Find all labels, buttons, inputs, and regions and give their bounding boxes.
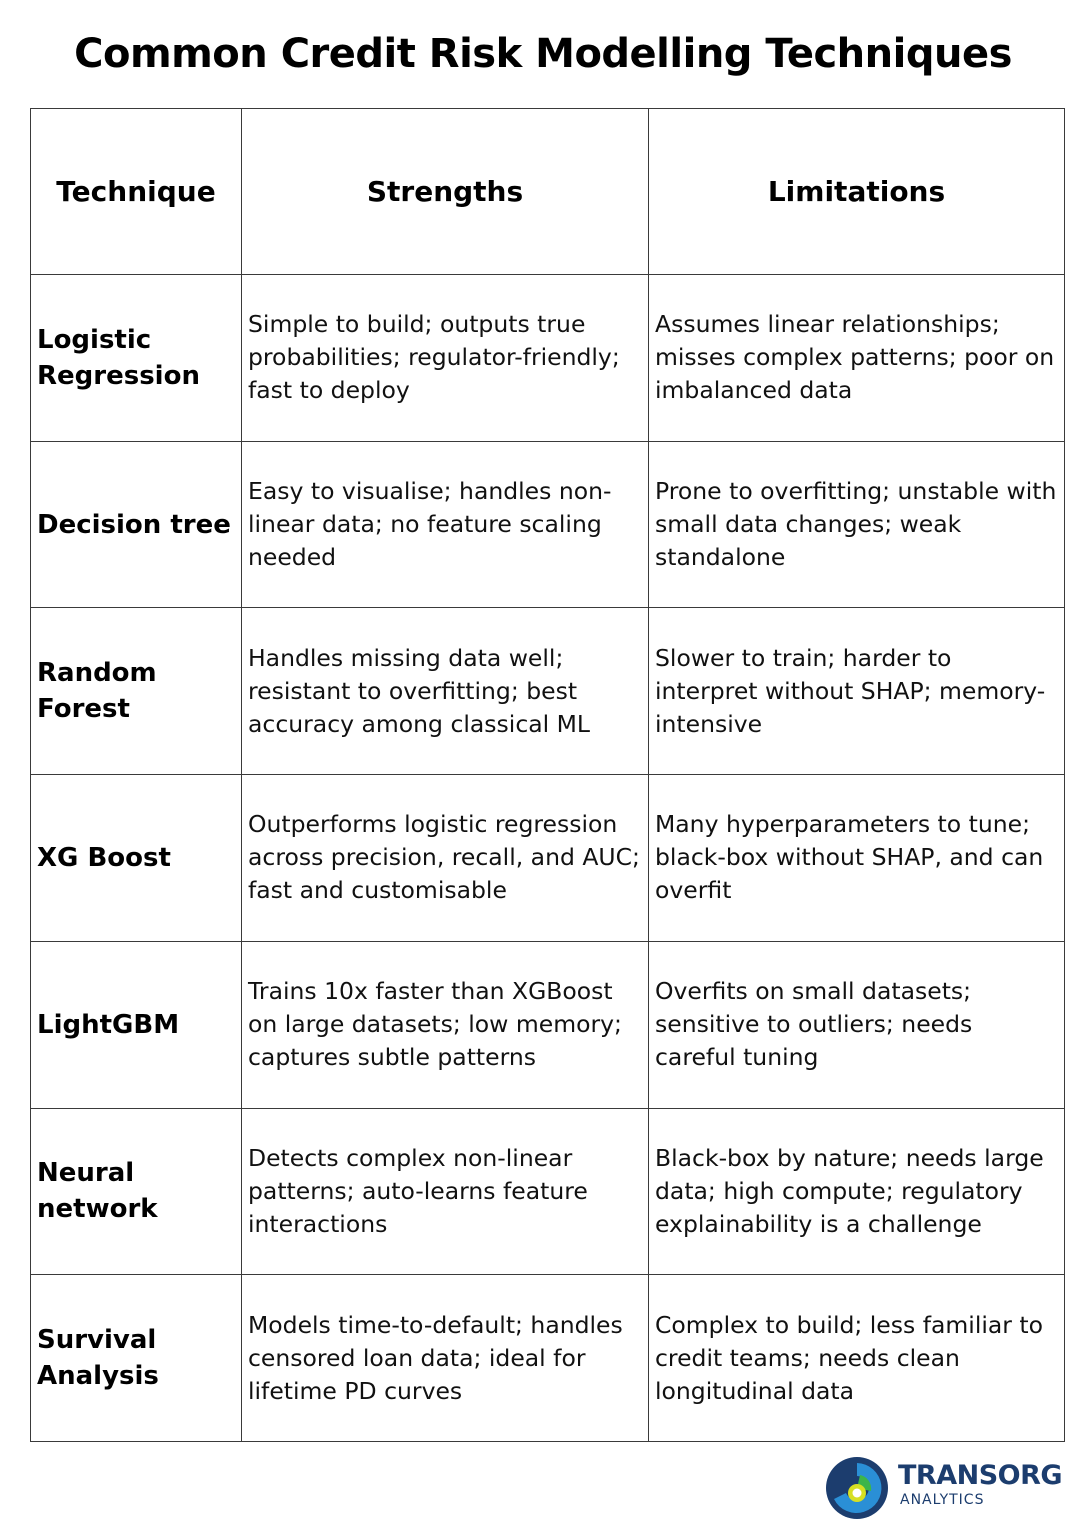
header-technique: Technique xyxy=(31,109,242,275)
strengths-cell: Outperforms logistic regression across precision, recall, and AUC; fast and customisable xyxy=(242,775,649,942)
strengths-cell: Simple to build; outputs true probabilities; regulator-friendly; fast to deploy xyxy=(242,275,649,442)
strengths-cell: Easy to visualise; handles non-linear data; no feature scaling needed xyxy=(242,441,649,608)
table-row xyxy=(31,775,1065,942)
strengths-cell: Models time-to-default; handles censored loan data; ideal for lifetime PD curves xyxy=(242,1275,649,1442)
strengths-cell: Detects complex non-linear patterns; auto-learns feature interactions xyxy=(242,1108,649,1275)
technique-cell: Survival Analysis xyxy=(31,1275,242,1442)
limitations-cell: Prone to overfitting; unstable with small data changes; weak standalone xyxy=(649,441,1065,608)
logo-name: TRANSORG xyxy=(898,1460,1063,1491)
limitations-cell: Black-box by nature; needs large data; high compute; regulatory explainability is a challenge xyxy=(649,1108,1065,1275)
header-strengths: Strengths xyxy=(242,109,649,275)
limitations-cell: Overfits on small datasets; sensitive to outliers; needs careful tuning xyxy=(649,941,1065,1108)
strengths-cell: Trains 10x faster than XGBoost on large datasets; low memory; captures subtle patterns xyxy=(242,941,649,1108)
transorg-logo-icon xyxy=(824,1455,890,1521)
table-row xyxy=(31,1108,1065,1275)
technique-cell: XG Boost xyxy=(31,775,242,942)
techniques-table xyxy=(30,108,1065,1442)
table-row xyxy=(31,441,1065,608)
limitations-cell: Many hyperparameters to tune; black-box without SHAP, and can overfit xyxy=(649,775,1065,942)
table-row xyxy=(31,275,1065,442)
header-limitations: Limitations xyxy=(649,109,1065,275)
limitations-cell: Complex to build; less familiar to credit teams; needs clean longitudinal data xyxy=(649,1275,1065,1442)
technique-cell: Random Forest xyxy=(31,608,242,775)
technique-cell: LightGBM xyxy=(31,941,242,1108)
strengths-cell: Handles missing data well; resistant to overfitting; best accuracy among classical ML xyxy=(242,608,649,775)
technique-cell: Decision tree xyxy=(31,441,242,608)
table-header-row xyxy=(31,109,1065,275)
transorg-logo xyxy=(824,1455,1064,1521)
page-title: Common Credit Risk Modelling Techniques xyxy=(74,31,1012,77)
table-row xyxy=(31,941,1065,1108)
technique-cell: Neural network xyxy=(31,1108,242,1275)
technique-cell: Logistic Regression xyxy=(31,275,242,442)
table-row xyxy=(31,1275,1065,1442)
limitations-cell: Slower to train; harder to interpret without SHAP; memory-intensive xyxy=(649,608,1065,775)
limitations-cell: Assumes linear relationships; misses complex patterns; poor on imbalanced data xyxy=(649,275,1065,442)
table-row xyxy=(31,608,1065,775)
logo-subtitle: ANALYTICS xyxy=(900,1492,985,1508)
